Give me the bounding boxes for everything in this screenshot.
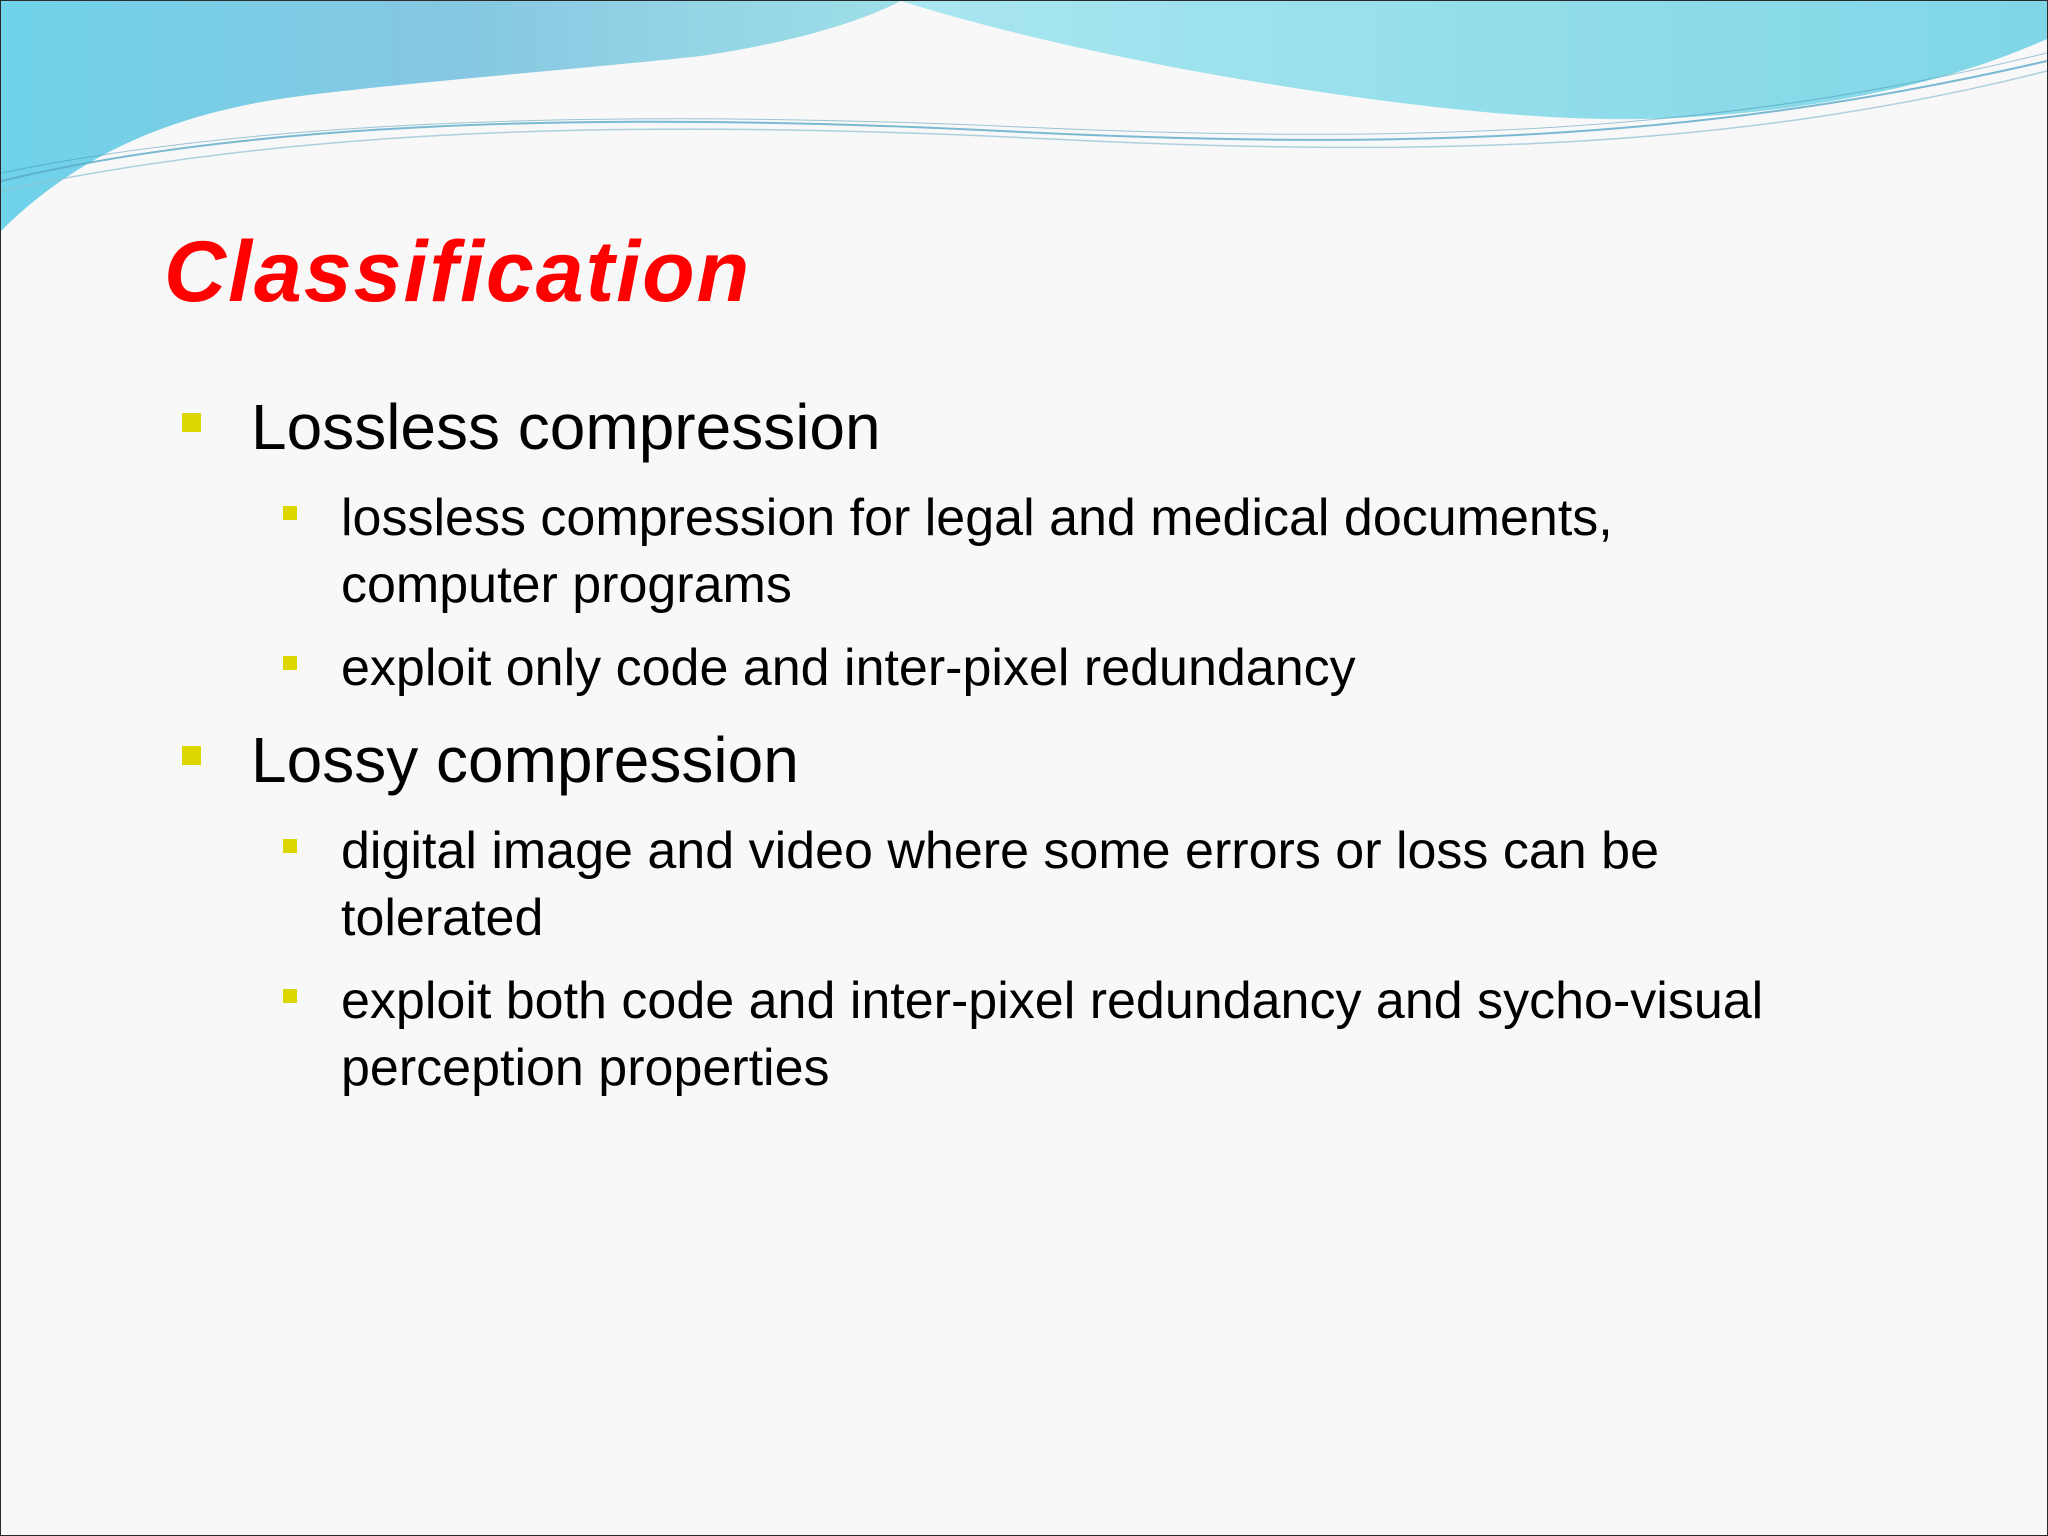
sub-bullet-item	[341, 818, 1841, 952]
bullet-text: Lossless compression	[251, 391, 881, 463]
bullet-text: Lossy compression	[251, 724, 799, 796]
bullet-item-lossy	[251, 722, 799, 799]
bullet-text: exploit both code and inter-pixel redundancy and sycho-visual perception properties	[341, 972, 1764, 1097]
bullet-text: exploit only code and inter-pixel redundancy	[341, 639, 1356, 697]
bullet-text: digital image and video where some errors or loss can be tolerated	[341, 822, 1660, 947]
square-bullet-icon	[182, 746, 201, 765]
bullet-text: lossless compression for legal and medical documents, computer programs	[341, 489, 1613, 614]
square-bullet-icon	[283, 989, 297, 1003]
square-bullet-icon	[283, 506, 297, 520]
sub-bullet-item	[341, 968, 1841, 1102]
bullet-item-lossless	[251, 389, 881, 466]
header-wave-decoration	[1, 1, 2047, 241]
square-bullet-icon	[182, 413, 201, 432]
sub-bullet-item	[341, 485, 1841, 619]
slide-title: Classification	[164, 224, 752, 320]
square-bullet-icon	[283, 656, 297, 670]
sub-bullet-item	[341, 635, 1841, 702]
square-bullet-icon	[283, 839, 297, 853]
